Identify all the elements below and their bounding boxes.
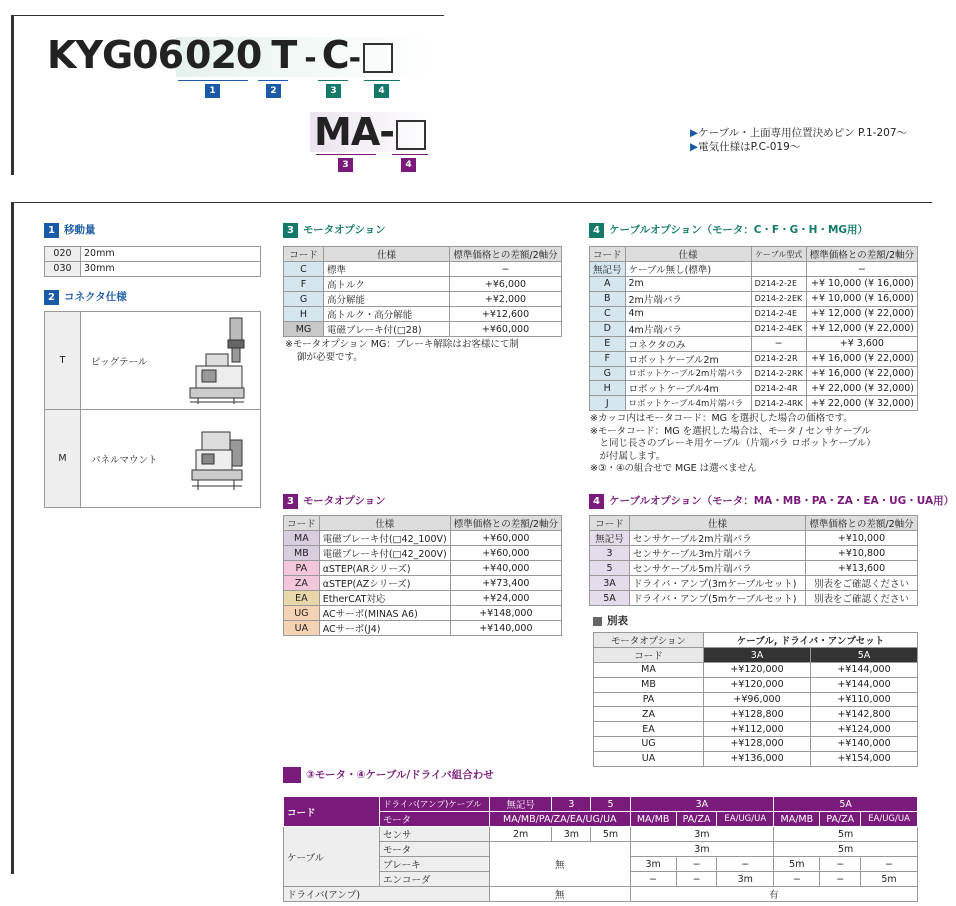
section-title: ケーブルオプション（モータ：C・F・G・H・MG用）	[609, 224, 869, 236]
header-top-rule	[14, 15, 444, 16]
model-dash2: -	[348, 41, 361, 76]
table-header-row: コード 仕様 ケーブル型式 標準価格との差額/2軸分	[590, 247, 918, 262]
table-row: ケーブル センサ 2m 3m 5m 3m 5m	[284, 827, 918, 842]
arrow-right-icon: ▶	[690, 127, 699, 139]
header-left-bar	[11, 15, 14, 175]
table-row: ドライバ(アンプ) 無 有	[284, 887, 918, 902]
section-number: 4	[589, 223, 604, 238]
appendix-title: 別表	[607, 615, 628, 627]
table-row: E コネクタのみ − +¥ 3,600	[590, 336, 918, 351]
table-header-row: モータオプション ケーブル, ドライバ・アンプセット	[594, 633, 918, 648]
section-number: 1	[44, 223, 59, 238]
ref-link-cable[interactable]: ▶ケーブル・上面専用位置決めピン P.1-207〜	[690, 127, 908, 139]
section-title: 移動量	[64, 224, 96, 236]
table-row: モータ 無 3m 5m	[284, 842, 918, 857]
appendix-header	[593, 613, 628, 629]
section-motor-option-2-header	[283, 493, 386, 509]
section-number: 2	[44, 290, 59, 305]
section-motor-option-1-header	[283, 222, 386, 238]
table-row: EA +¥112,000 +¥124,000	[594, 722, 918, 737]
cable-option-2-table	[589, 515, 918, 606]
table-row: UG ACサーボ(MINAS A6) +¥148,000	[284, 606, 562, 621]
cable-option-1-notes: ※カッコ内はモータコード：MG を選択した場合の価格です。 ※モータコード：MG を選択した場合は、モータ / センサケーブル と同じ長さのブレーキ用ケーブル（片端バラ ロボットケーブル） が付属します。 ※③・④の組合せで MGE は選べません	[590, 413, 876, 474]
section-cable-option-2-header	[589, 493, 954, 509]
arrow-right-icon: ▶	[690, 141, 699, 153]
table-row: C 4m D214-2-4E +¥ 12,000 (¥ 22,000)	[590, 306, 918, 321]
combination-header	[283, 767, 494, 783]
table-row: M パネルマウント	[45, 410, 261, 508]
motor-option-2-table	[283, 515, 562, 636]
model-dash: -	[304, 41, 316, 76]
motor-option-1-table	[283, 246, 562, 337]
table-header-row: コード 仕様 標準価格との差額/2軸分	[590, 516, 918, 531]
table-row: B 2m片端バラ D214-2-2EK +¥ 10,000 (¥ 16,000)	[590, 291, 918, 306]
travel-table	[44, 246, 261, 277]
badge-alt-3: 3	[338, 158, 353, 172]
square-bullet-icon	[283, 767, 301, 783]
table-row: EA EtherCAT対応 +¥24,000	[284, 591, 562, 606]
section-cable-option-1-header	[589, 222, 868, 238]
underline-alt-4	[392, 154, 428, 155]
model-part1: 020	[185, 33, 262, 77]
model-alt-text: MA-	[314, 110, 394, 154]
table-row: F 高トルク +¥6,000	[284, 277, 562, 292]
table-row: H 高トルク・高分解能 +¥12,600	[284, 307, 562, 322]
table-row: 020 20mm	[45, 247, 261, 262]
section-connector-header	[44, 289, 127, 305]
section-title: コネクタ仕様	[64, 291, 127, 303]
section-travel-header	[44, 222, 96, 238]
table-row: G ロボットケーブル2m片端バラ D214-2-2RK +¥ 16,000 (¥ 22,000)	[590, 366, 918, 381]
underline-4	[364, 80, 400, 81]
table-row: C 標準 −	[284, 262, 562, 277]
appendix-table	[593, 632, 918, 767]
table-row: ZA +¥128,800 +¥142,800	[594, 707, 918, 722]
table-row: UA +¥136,000 +¥154,000	[594, 751, 918, 766]
table-row: H ロボットケーブル4m D214-2-4R +¥ 22,000 (¥ 32,000)	[590, 381, 918, 396]
table-row: PA +¥96,000 +¥110,000	[594, 692, 918, 707]
table-row: 無記号 センサケーブル2m片端バラ +¥10,000	[590, 531, 918, 546]
table-row: T ピッグテール	[45, 312, 261, 410]
table-row: MG 電磁ブレーキ付(□28) +¥60,000	[284, 322, 562, 337]
table-row: 030 30mm	[45, 261, 261, 276]
table-header-row: コード ドライバ(アンプ)ケーブル 無記号 3 5 3A 5A	[284, 797, 918, 812]
badge-2: 2	[266, 84, 281, 98]
pigtail-stage-image	[188, 314, 248, 406]
table-header-row: コード 仕様 標準価格との差額/2軸分	[284, 247, 562, 262]
table-header-row: コード 仕様 標準価格との差額/2軸分	[284, 516, 562, 531]
square-bullet-icon	[593, 617, 602, 626]
table-header-row: コード 3A 5A	[594, 648, 918, 663]
underline-alt-3	[316, 154, 376, 155]
table-row: MB +¥120,000 +¥144,000	[594, 677, 918, 692]
model-placeholder-box	[363, 43, 393, 73]
section-number: 4	[589, 494, 604, 509]
reference-links	[690, 126, 907, 154]
section-title: ケーブルオプション（モータ：MA・MB・PA・ZA・EA・UG・UA用）	[609, 495, 955, 507]
table-row: 無記号 ケーブル無し(標準) −	[590, 262, 918, 277]
table-row: ZA αSTEP(AZシリーズ) +¥73,400	[284, 576, 562, 591]
model-prefix: KYG06	[47, 33, 184, 77]
table-row: J ロボットケーブル4m片端バラ D214-2-4RK +¥ 22,000 (¥ 32,000)	[590, 396, 918, 411]
table-row: 5 センサケーブル5m片端バラ +¥13,600	[590, 561, 918, 576]
table-row: F ロボットケーブル2m D214-2-2R +¥ 16,000 (¥ 22,000)	[590, 351, 918, 366]
table-row: ブレーキ 3m − − 5m − −	[284, 857, 918, 872]
badge-4: 4	[374, 84, 389, 98]
table-row: G 高分解能 +¥2,000	[284, 292, 562, 307]
underline-3	[318, 80, 348, 81]
model-number	[47, 33, 393, 77]
badge-3: 3	[326, 84, 341, 98]
model-alt	[314, 110, 426, 154]
ref-link-electric[interactable]: ▶電気仕様はP.C-019〜	[690, 141, 801, 153]
table-row: UA ACサーボ(J4) +¥140,000	[284, 621, 562, 636]
table-row: 3A ドライバ・アンプ(3mケーブルセット) 別表をご確認ください	[590, 576, 918, 591]
table-row: エンコーダ − − 3m − − 5m	[284, 872, 918, 887]
table-row: 3 センサケーブル3m片端バラ +¥10,800	[590, 546, 918, 561]
table-row: MA 電磁ブレーキ付(□42_100V) +¥60,000	[284, 531, 562, 546]
table-row: A 2m D214-2-2E +¥ 10,000 (¥ 16,000)	[590, 277, 918, 292]
section-number: 3	[283, 223, 298, 238]
section-title: モータオプション	[303, 495, 386, 507]
model-alt-box	[396, 120, 426, 150]
table-header-row: モータ MA/MB/PA/ZA/EA/UG/UA MA/MB PA/ZA EA/UG/UA MA/MB PA/ZA EA/UG/UA	[284, 812, 918, 827]
table-row: UG +¥128,000 +¥140,000	[594, 736, 918, 751]
cable-option-1-table	[589, 246, 918, 411]
underline-1	[178, 80, 248, 81]
table-row: PA αSTEP(ARシリーズ) +¥40,000	[284, 561, 562, 576]
combination-title: ③モータ・④ケーブル/ドライバ組合わせ	[306, 769, 494, 781]
body-top-rule	[14, 202, 932, 203]
model-part2: T	[271, 33, 297, 77]
badge-1: 1	[205, 84, 220, 98]
table-row: MB 電磁ブレーキ付(□42_200V) +¥60,000	[284, 546, 562, 561]
table-row: 5A ドライバ・アンプ(5mケーブルセット) 別表をご確認ください	[590, 591, 918, 606]
section-number: 3	[283, 494, 298, 509]
table-row: D 4m片端バラ D214-2-4EK +¥ 12,000 (¥ 22,000)	[590, 321, 918, 336]
body-left-bar	[11, 202, 14, 874]
model-part3: C	[321, 33, 349, 77]
panel-mount-stage-image	[188, 428, 248, 496]
section-title: モータオプション	[303, 224, 386, 236]
badge-alt-4: 4	[401, 158, 416, 172]
combination-table	[283, 796, 918, 902]
underline-2	[258, 80, 288, 81]
motor-option-1-note: ※モータオプション MG：ブレーキ解除はお客様にて制 御が必要です。	[285, 339, 519, 363]
table-row: MA +¥120,000 +¥144,000	[594, 663, 918, 678]
